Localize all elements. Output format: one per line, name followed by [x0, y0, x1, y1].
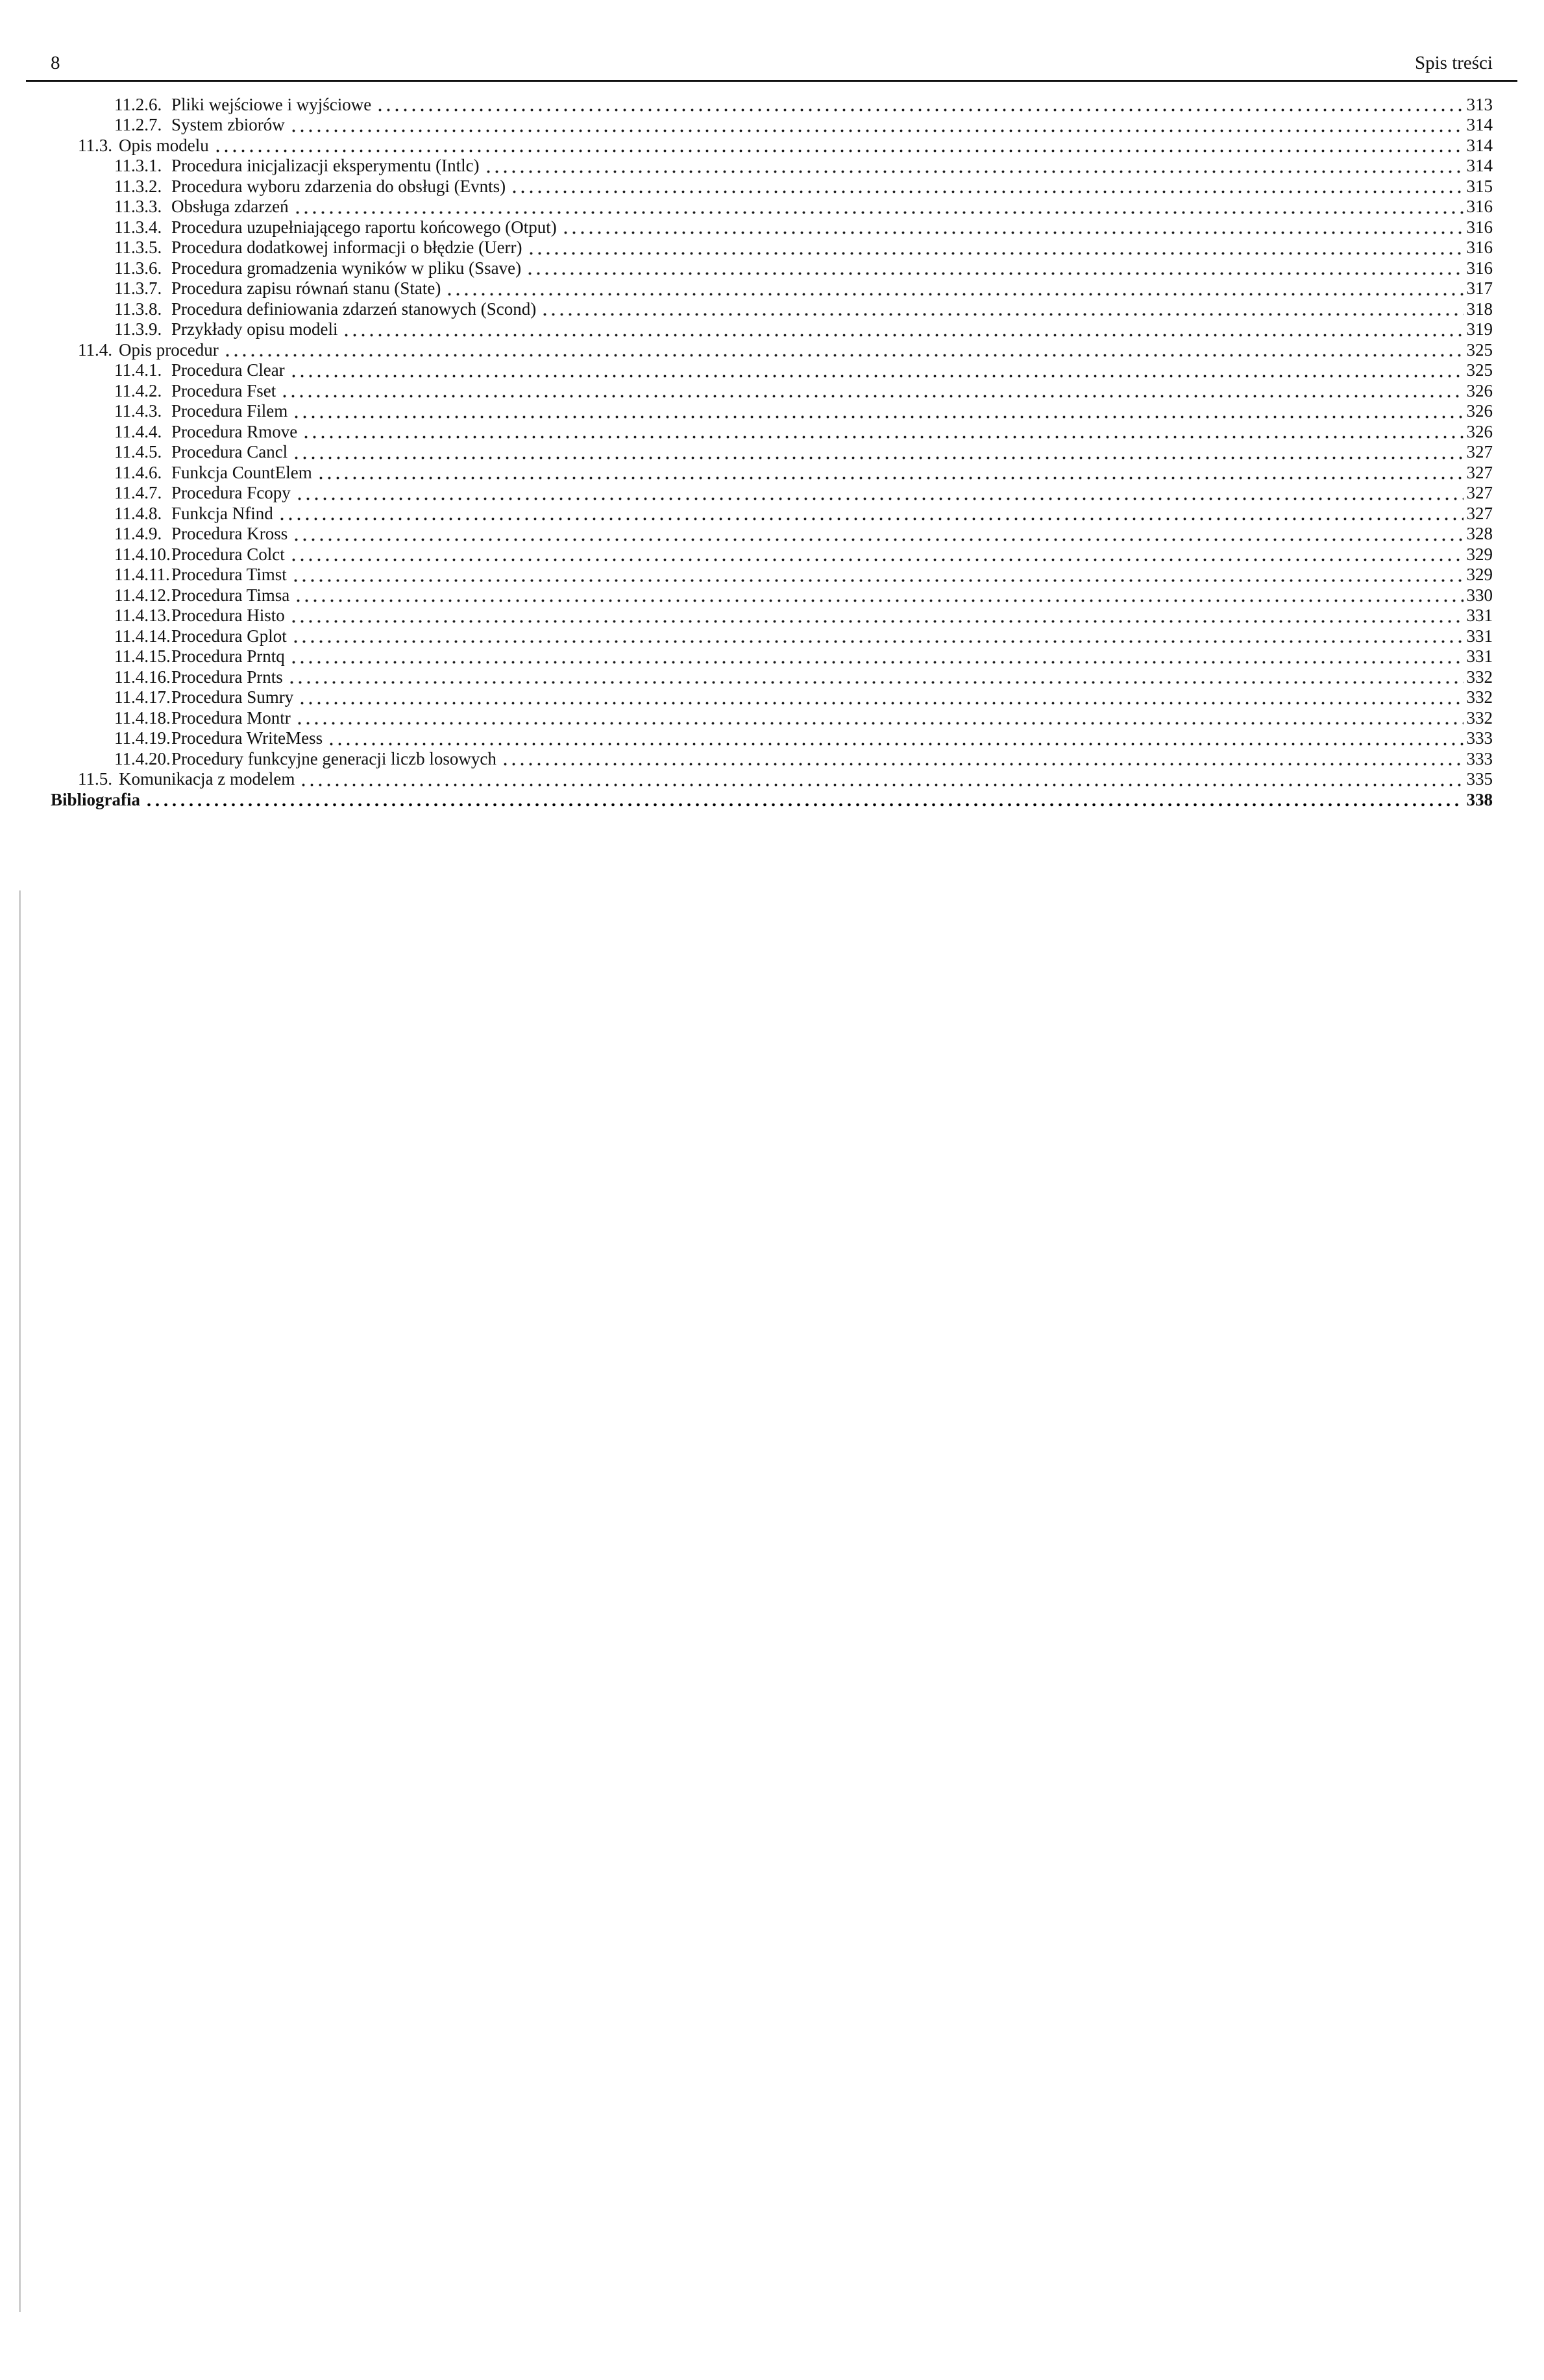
entry-page: 327 [1466, 483, 1493, 503]
dot-leader [510, 190, 1463, 193]
scan-edge-artifact [19, 890, 21, 2312]
entry-title: Procedura Kross [171, 524, 288, 544]
dot-leader [295, 497, 1464, 500]
toc-entry [51, 585, 1493, 606]
entry-title: Obsługa zdarzeń [171, 197, 289, 217]
toc-entry [51, 299, 1493, 320]
entry-number: 11.5. [78, 769, 112, 789]
entry-number: 11.3.1. [114, 156, 162, 176]
entry-number: 11.3.2. [114, 176, 162, 196]
dot-leader [445, 292, 1463, 296]
entry-title: Procedura zapisu równań stanu (State) [171, 278, 441, 299]
toc-entry [51, 442, 1493, 463]
entry-number: 11.4.13. [114, 606, 171, 626]
entry-title: Procedura Colct [171, 544, 285, 564]
dot-leader [278, 517, 1464, 521]
entry-number: 11.4.5. [114, 442, 162, 462]
entry-number: 11.4.3. [114, 401, 162, 421]
entry-number: 11.4.2. [114, 380, 162, 400]
entry-title: Bibliografia [51, 789, 141, 809]
entry-page: 313 [1466, 94, 1493, 114]
toc-entry [51, 463, 1493, 484]
entry-title: System zbiorów [171, 115, 285, 135]
dot-leader [299, 783, 1463, 787]
dot-leader [289, 129, 1464, 132]
entry-number: 11.4.4. [114, 421, 162, 441]
entry-number: 11.4.12. [114, 585, 171, 605]
entry-number: 11.4.11. [114, 565, 170, 585]
dot-leader [289, 660, 1464, 664]
toc-entry [51, 115, 1493, 136]
entry-title: Procedura Gplot [171, 626, 287, 646]
entry-number: 11.3.8. [114, 299, 162, 319]
entry-page: 315 [1466, 176, 1493, 196]
entry-page: 331 [1466, 646, 1493, 667]
entry-page: 330 [1466, 585, 1493, 605]
entry-title: Procedura Timst [171, 565, 287, 585]
entry-page: 327 [1466, 462, 1493, 482]
entry-page: 332 [1466, 707, 1493, 728]
entry-page: 314 [1466, 156, 1493, 176]
entry-number: 11.3.4. [114, 217, 162, 237]
toc-entry [51, 728, 1493, 749]
entry-title: Procedura dodatkowej informacji o błędzie (Uerr) [171, 238, 522, 258]
entry-number: 11.4.6. [114, 462, 162, 482]
entry-page: 332 [1466, 667, 1493, 687]
entry-number: 11.3. [78, 135, 112, 155]
toc-list [51, 95, 1493, 811]
entry-page: 333 [1466, 748, 1493, 768]
entry-page: 335 [1466, 769, 1493, 789]
entry-number: 11.4.8. [114, 503, 162, 523]
entry-page: 328 [1466, 524, 1493, 544]
dot-leader [295, 721, 1464, 725]
entry-title: Pliki wejściowe i wyjściowe [171, 94, 372, 114]
dot-leader [327, 742, 1463, 746]
dot-leader [291, 578, 1464, 582]
entry-number: 11.4.1. [114, 360, 162, 380]
entry-title: Procedura gromadzenia wyników w pliku (Ssave) [171, 258, 522, 278]
entry-number: 11.4.16. [114, 667, 171, 687]
toc-entry [51, 217, 1493, 238]
entry-title: Opis procedur [119, 339, 219, 360]
toc-entry [51, 626, 1493, 647]
toc-entry [51, 749, 1493, 770]
toc-entry [51, 177, 1493, 197]
page-header [26, 53, 1517, 82]
dot-leader [289, 374, 1464, 378]
dot-leader [484, 169, 1464, 173]
entry-title: Komunikacja z modelem [119, 769, 295, 789]
entry-title: Procedura uzupełniającego raportu końcowego (Otput) [171, 217, 557, 237]
entry-number: 11.4. [78, 339, 112, 360]
running-head-title: Spis treści [1414, 53, 1493, 73]
entry-number: 11.3.3. [114, 197, 162, 217]
toc-entry [51, 278, 1493, 299]
toc-entry [51, 136, 1493, 156]
toc-entry [51, 156, 1493, 177]
entry-title: Procedura Prnts [171, 667, 283, 687]
dot-leader [342, 333, 1463, 337]
entry-number: 11.4.9. [114, 524, 162, 544]
entry-page: 325 [1466, 339, 1493, 360]
entry-page: 329 [1466, 544, 1493, 564]
entry-number: 11.4.10. [114, 544, 171, 564]
toc-entry [51, 606, 1493, 626]
toc-entry [51, 708, 1493, 729]
entry-title: Procedura Filem [171, 401, 288, 421]
entry-title: Procedura Cancl [171, 442, 288, 462]
dot-leader [501, 762, 1464, 766]
dot-leader [526, 271, 1463, 275]
entry-page: 333 [1466, 728, 1493, 748]
entry-number: 11.4.19. [114, 728, 171, 748]
entry-page: 326 [1466, 421, 1493, 441]
entry-number: 11.2.6. [114, 94, 162, 114]
entry-page: 314 [1466, 115, 1493, 135]
toc-entry [51, 360, 1493, 381]
entry-page: 316 [1466, 217, 1493, 237]
entry-page: 319 [1466, 319, 1493, 339]
entry-page: 318 [1466, 299, 1493, 319]
toc-entry [51, 258, 1493, 279]
entry-title: Funkcja Nfind [171, 503, 273, 523]
toc-entry [51, 483, 1493, 504]
entry-title: Procedura Fcopy [171, 483, 291, 503]
dot-leader [223, 353, 1464, 357]
dot-leader [298, 701, 1463, 705]
toc-entry [51, 646, 1493, 667]
entry-page: 316 [1466, 197, 1493, 217]
entry-page: 316 [1466, 238, 1493, 258]
dot-leader [293, 210, 1464, 214]
toc-entry [51, 422, 1493, 443]
entry-title: Procedura Prntq [171, 646, 285, 667]
dot-leader [289, 558, 1464, 561]
entry-number: 11.3.9. [114, 319, 162, 339]
toc-entry [51, 197, 1493, 217]
dot-leader [289, 619, 1464, 623]
toc-entry [51, 687, 1493, 708]
entry-number: 11.3.7. [114, 278, 162, 299]
entry-number: 11.3.5. [114, 238, 162, 258]
entry-page: 331 [1466, 606, 1493, 626]
entry-title: Opis modelu [119, 135, 209, 155]
entry-title: Procedura definiowania zdarzeń stanowych (Scond) [171, 299, 537, 319]
entry-page: 316 [1466, 258, 1493, 278]
dot-leader [280, 394, 1463, 398]
dot-leader [292, 537, 1463, 541]
toc-entry [51, 95, 1493, 116]
entry-number: 11.4.15. [114, 646, 171, 667]
dot-leader [317, 476, 1464, 480]
entry-page: 314 [1466, 135, 1493, 155]
toc-entry [51, 401, 1493, 422]
dot-leader [294, 598, 1463, 602]
toc-entry [51, 524, 1493, 545]
dot-leader [288, 680, 1464, 684]
entry-page: 327 [1466, 442, 1493, 462]
entry-title: Przykłady opisu modeli [171, 319, 338, 339]
entry-title: Procedura Fset [171, 380, 276, 400]
toc-entry [51, 340, 1493, 361]
dot-leader [541, 312, 1463, 316]
entry-number: 11.4.20. [114, 748, 171, 768]
entry-number: 11.3.6. [114, 258, 162, 278]
dot-leader [292, 456, 1463, 460]
entry-number: 11.4.7. [114, 483, 162, 503]
toc-entry [51, 319, 1493, 340]
entry-number: 11.2.7. [114, 115, 162, 135]
entry-page: 338 [1466, 789, 1493, 809]
dot-leader [145, 802, 1463, 807]
page-number: 8 [51, 53, 60, 73]
dot-leader [561, 230, 1464, 234]
dot-leader [292, 415, 1463, 419]
toc-entry [51, 667, 1493, 688]
entry-title: Procedury funkcyjne generacji liczb losowych [171, 748, 496, 768]
entry-page: 317 [1466, 278, 1493, 299]
entry-title: Funkcja CountElem [171, 462, 312, 482]
entry-title: Procedura Clear [171, 360, 285, 380]
entry-page: 332 [1466, 687, 1493, 707]
toc-entry [51, 504, 1493, 524]
toc-entry [51, 381, 1493, 402]
toc-entry [51, 565, 1493, 585]
dot-leader [302, 435, 1463, 439]
entry-title: Procedura Montr [171, 707, 291, 728]
entry-title: Procedura inicjalizacji eksperymentu (Intlc) [171, 156, 480, 176]
entry-page: 329 [1466, 565, 1493, 585]
dot-leader [291, 639, 1464, 643]
toc-entry [51, 238, 1493, 258]
dot-leader [214, 149, 1464, 153]
dot-leader [376, 108, 1463, 112]
entry-page: 326 [1466, 401, 1493, 421]
entry-number: 11.4.17. [114, 687, 171, 707]
entry-page: 331 [1466, 626, 1493, 646]
entry-title: Procedura Sumry [171, 687, 294, 707]
entry-page: 327 [1466, 503, 1493, 523]
entry-title: Procedura WriteMess [171, 728, 323, 748]
entry-page: 325 [1466, 360, 1493, 380]
entry-title: Procedura Rmove [171, 421, 298, 441]
entry-page: 326 [1466, 380, 1493, 400]
toc-entry [51, 790, 1493, 811]
entry-title: Procedura Timsa [171, 585, 290, 605]
entry-title: Procedura wyboru zdarzenia do obsługi (Evnts) [171, 176, 506, 196]
entry-title: Procedura Histo [171, 606, 285, 626]
dot-leader [527, 251, 1464, 255]
toc-entry [51, 769, 1493, 790]
entry-number: 11.4.18. [114, 707, 171, 728]
toc-entry [51, 545, 1493, 565]
entry-number: 11.4.14. [114, 626, 171, 646]
